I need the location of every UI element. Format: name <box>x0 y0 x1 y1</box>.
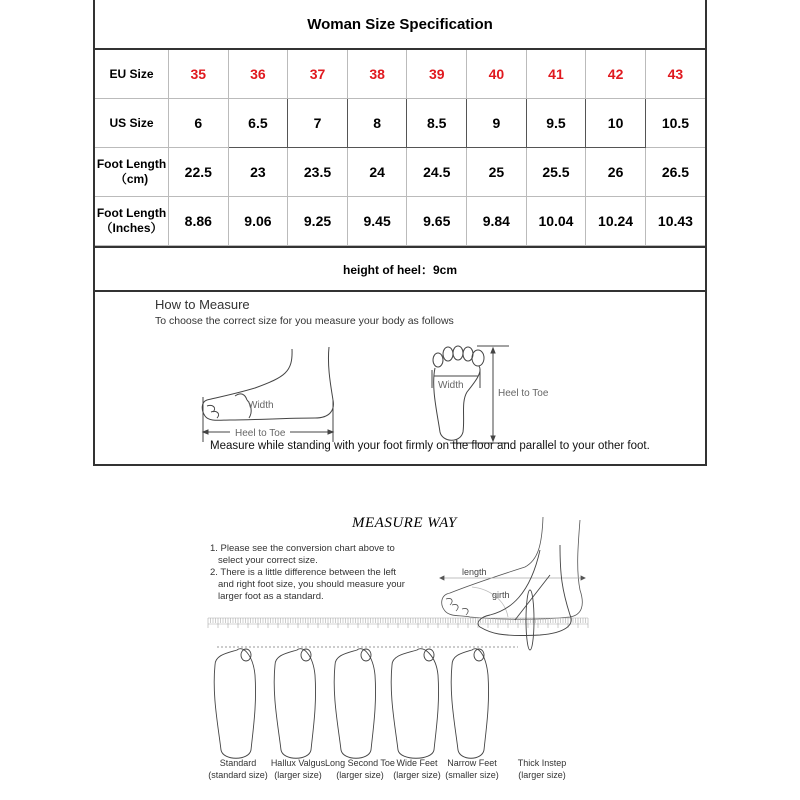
cell: 8.5 <box>407 99 467 148</box>
cell: 42 <box>586 50 646 99</box>
instruction-item: 2. There is a little difference between the left and right foot size, you should measure your larger foot as a standard. <box>210 567 405 602</box>
foot-type-name: Standard <box>219 758 257 768</box>
how-to-measure-section <box>95 292 705 466</box>
cell: 24 <box>347 148 407 197</box>
foot-outline-icon <box>391 649 438 759</box>
cell: 10.5 <box>645 99 705 148</box>
big-toe-icon <box>301 649 311 661</box>
row-label: EU Size <box>95 50 169 99</box>
foot-type-name: Wide Feet <box>396 758 438 768</box>
how-to-measure-subtitle: To choose the correct size for you measure your body as follows <box>155 315 454 327</box>
foot-type-narrow-feet <box>436 757 508 781</box>
cell: 35 <box>169 50 229 99</box>
measure-way-instructions <box>210 543 410 603</box>
cell: 10 <box>586 99 646 148</box>
cell: 10.24 <box>586 197 646 246</box>
measure-way-title: MEASURE WAY <box>352 515 457 531</box>
foot-type-name: Long Second Toe <box>325 758 395 768</box>
top-width-label: Width <box>438 380 464 391</box>
cell: 9.5 <box>526 99 586 148</box>
cell: 6 <box>169 99 229 148</box>
how-to-measure-note: Measure while standing with your foot firmly on the floor and parallel to your other foot. <box>210 440 650 452</box>
cell: 39 <box>407 50 467 99</box>
foot-type-thick-instep <box>506 757 578 781</box>
foot-type-name: Hallux Valgus <box>270 758 326 768</box>
foot-type-size: (larger size) <box>336 770 384 780</box>
foot-type-size: (larger size) <box>274 770 322 780</box>
table-title: Woman Size Specification <box>95 0 705 50</box>
cell: 6.5 <box>228 99 288 148</box>
table-row-us-size <box>95 99 705 148</box>
cell: 9.06 <box>228 197 288 246</box>
cell: 37 <box>288 50 348 99</box>
table-row-eu-size <box>95 50 705 99</box>
foot-type-name: Thick Instep <box>517 758 567 768</box>
foot-outline-icon <box>214 649 255 759</box>
how-to-measure-title: How to Measure <box>155 297 250 312</box>
girth-label: girth <box>492 590 510 600</box>
cell: 23.5 <box>288 148 348 197</box>
row-label <box>95 148 169 197</box>
measure-way-section <box>200 505 600 795</box>
cell: 9.25 <box>288 197 348 246</box>
foot-type-size: (larger size) <box>393 770 441 780</box>
cell: 25 <box>467 148 527 197</box>
foot-type-outlines <box>214 649 488 759</box>
cell: 25.5 <box>526 148 586 197</box>
table-row-foot-length-inches <box>95 197 705 246</box>
cell: 9.65 <box>407 197 467 246</box>
cell: 9.45 <box>347 197 407 246</box>
length-label: length <box>462 567 487 577</box>
cell: 36 <box>228 50 288 99</box>
cell: 24.5 <box>407 148 467 197</box>
cell: 8 <box>347 99 407 148</box>
foot-outline-icon <box>451 649 488 759</box>
side-width-label: Width <box>248 400 274 411</box>
cell: 22.5 <box>169 148 229 197</box>
instruction-item: 1. Please see the conversion chart above to select your correct size. <box>210 543 395 566</box>
big-toe-icon <box>361 649 371 661</box>
cell: 26 <box>586 148 646 197</box>
cell: 9 <box>467 99 527 148</box>
row-label-line2: （Inches） <box>100 221 163 235</box>
foot-type-size: (smaller size) <box>445 770 499 780</box>
row-label-line2: （cm) <box>114 172 149 186</box>
cell: 41 <box>526 50 586 99</box>
size-specification-table <box>93 0 707 466</box>
cell: 7 <box>288 99 348 148</box>
cell: 40 <box>467 50 527 99</box>
cell: 10.04 <box>526 197 586 246</box>
row-label <box>95 197 169 246</box>
cell: 8.86 <box>169 197 229 246</box>
big-toe-icon <box>241 649 251 661</box>
foot-outline-icon <box>334 649 375 759</box>
cell: 26.5 <box>645 148 705 197</box>
top-length-label: Heel to Toe <box>498 388 549 399</box>
big-toe-icon <box>424 649 434 661</box>
table-row-foot-length-cm <box>95 148 705 197</box>
foot-type-name: Narrow Feet <box>447 758 497 768</box>
row-label: US Size <box>95 99 169 148</box>
cell: 38 <box>347 50 407 99</box>
size-grid <box>95 50 705 246</box>
foot-type-size: (standard size) <box>208 770 268 780</box>
foot-type-size: (larger size) <box>518 770 566 780</box>
cell: 43 <box>645 50 705 99</box>
heel-height-note: height of heel：9cm <box>95 246 705 292</box>
cell: 23 <box>228 148 288 197</box>
row-label-line1: Foot Length <box>96 206 167 220</box>
foot-outline-icon <box>274 649 315 759</box>
side-length-label: Heel to Toe <box>235 428 286 439</box>
cell: 10.43 <box>645 197 705 246</box>
row-label-line1: Foot Length <box>96 157 167 171</box>
cell: 9.84 <box>467 197 527 246</box>
